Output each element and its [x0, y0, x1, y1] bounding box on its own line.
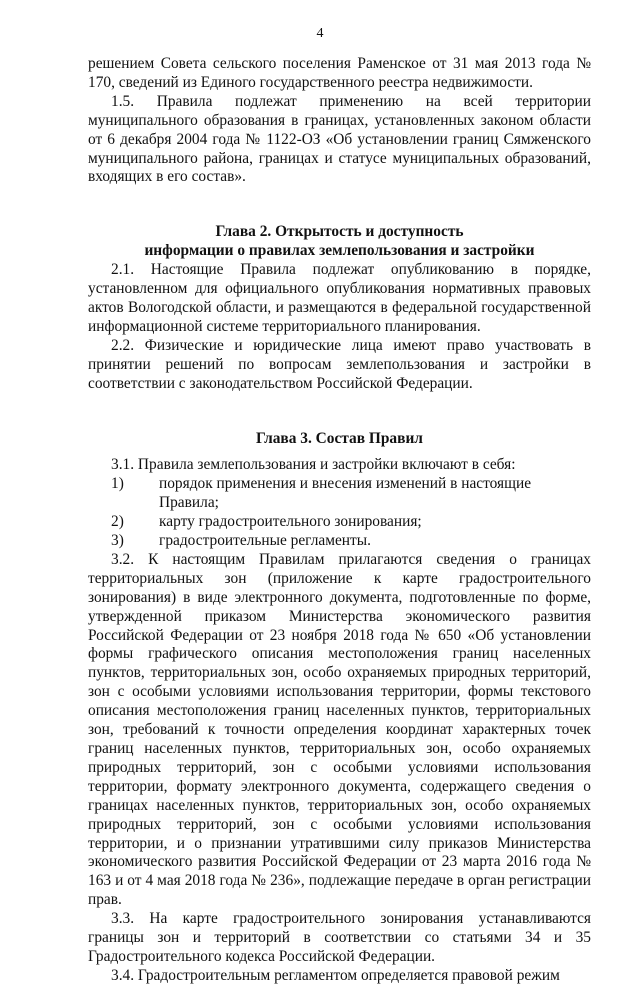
paragraph-3-1: 3.1. Правила землепользования и застройки включают в себя: — [111, 456, 516, 474]
paragraph-continuation: решением Совета сельского поселения Раменское от 31 мая 2013 года № 170, сведений из Единого государственного реестра недвижимости. — [88, 55, 591, 91]
paragraph-3-2: 3.2. К настоящим Правилам прилагаются сведения о границах территориальных зон (приложение к карте градостроительного зонирования) в виде электронного документа, подготовленные по форме, утвержденной приказом Министерства экономического развития Российской Федерации от 23 ноября 2018 года № 650 «Об установлении формы графического описания местоположения границ населенных пунктов, территориальных зон, особо охраняемых природных территорий, зон с особыми условиями использования территории, формы текстового описания местоположения границ населенных пунктов, территориальных зон, требований к точности определения координат характерных точек границ населенных пунктов, территориальных зон, особо охраняемых природных территорий, зон с особыми условиями использования территории, формату электронного документа, содержащего сведения о границах населенных пунктов, территориальных зон, особо охраняемых природных территорий, зон с особыми условиями использования территории, и о признании утратившими силу приказов Министерства экономического развития Российской Федерации от 23 марта 2016 года № 163 и от 4 мая 2018 года № 236», подлежащие передаче в орган регистрации прав. — [88, 550, 591, 909]
paragraph-3-3: 3.3. На карте градостроительного зонирования устанавливаются границы зон и территорий в соответствии со статьями 34 и 35 Градостроительного кодекса Российской Федерации. — [88, 910, 591, 965]
list-item-number: 2) — [111, 513, 124, 531]
chapter-2-title-line2: информации о правилах землепользования и застройки — [144, 242, 535, 260]
spacer — [88, 394, 591, 430]
list-item-text: градостроительные регламенты. — [159, 532, 371, 550]
paragraph-2-1: 2.1. Настоящие Правила подлежат опубликованию в порядке, установленном для официального опубликования нормативных правовых актов Вологодской области, и размещаются в федеральной государственной информационной системе территориального планирования. — [88, 261, 591, 335]
list-item — [88, 532, 591, 551]
list-item-text: порядок применения и внесения изменений в настоящие Правила; — [159, 475, 532, 512]
spacer — [88, 187, 591, 223]
paragraph-2-2: 2.2. Физические и юридические лица имеют право участвовать в принятии решений по вопросам землепользования и застройки в соответствии с законодательством Российской Федерации. — [88, 336, 591, 392]
paragraph-3-4: 3.4. Градостроительным регламентом определяется правовой режим — [111, 966, 560, 984]
list-item-number: 3) — [111, 532, 124, 550]
chapter-2-title-line1: Глава 2. Открытость и доступность — [215, 223, 464, 241]
list-item — [88, 513, 591, 532]
paragraph-1-5: 1.5. Правила подлежат применению на всей территории муниципального образования в границах, установленных законом области от 6 декабря 2004 года № 1122-ОЗ «Об установлении границ Сямженского муниципального района, границах и статусе муниципальных образований, входящих в его состав». — [88, 92, 591, 186]
list-item-number: 1) — [111, 475, 124, 493]
list-item — [88, 475, 591, 513]
page-number: 4 — [316, 26, 324, 41]
document-body — [88, 55, 591, 986]
spacer — [88, 448, 591, 456]
list-item-text: карту градостроительного зонирования; — [159, 513, 422, 531]
chapter-3-title: Глава 3. Состав Правил — [256, 429, 423, 447]
